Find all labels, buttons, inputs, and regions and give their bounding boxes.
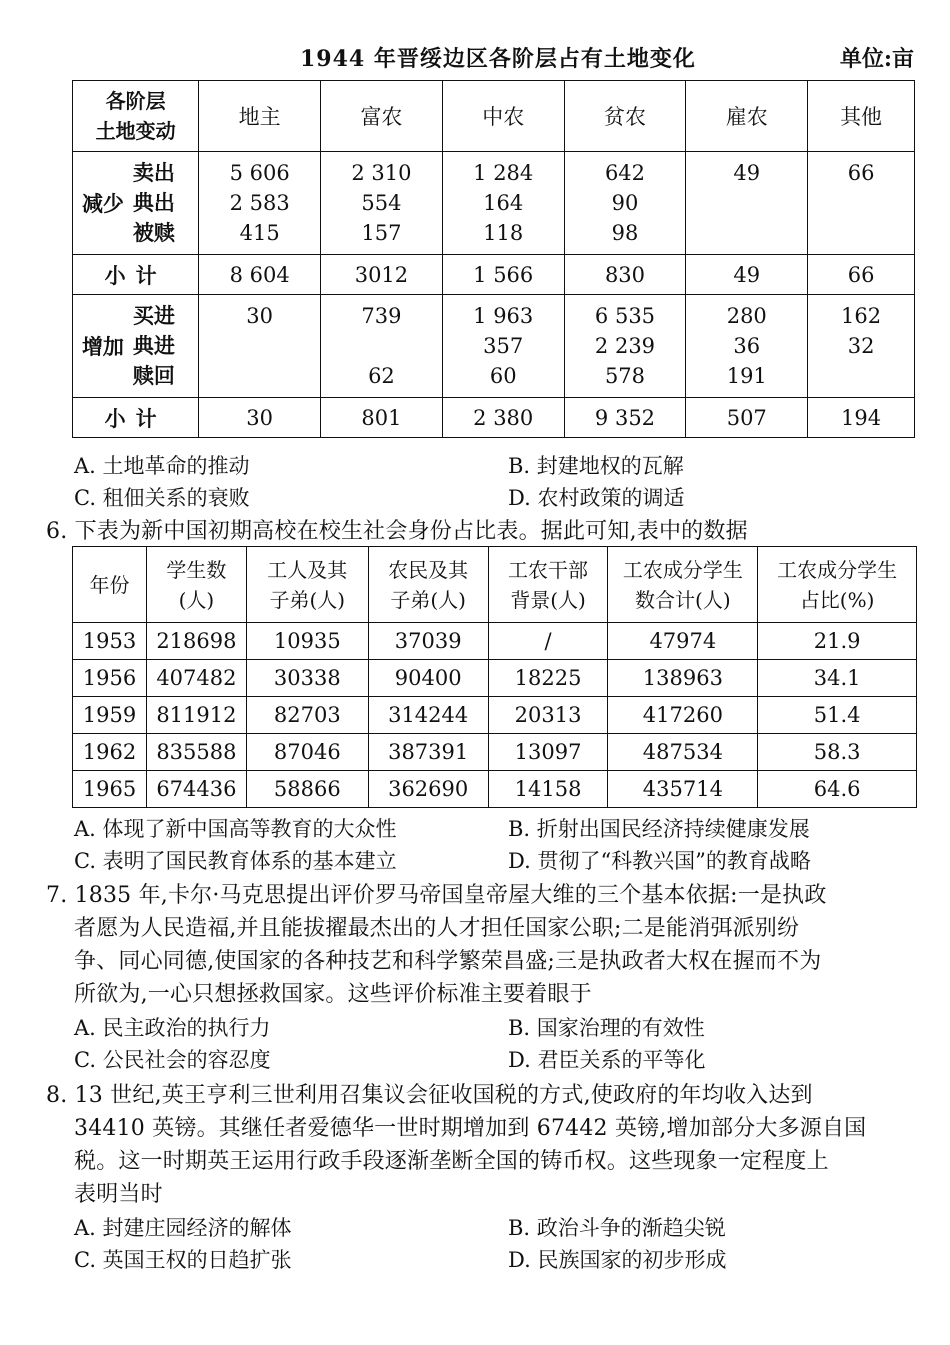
cell: 1965	[73, 771, 147, 808]
data-cell	[442, 152, 564, 255]
cell: 87046	[246, 734, 368, 771]
cell: 37039	[368, 623, 488, 660]
corner-label-bottom: 土地变动	[95, 119, 176, 143]
data-cell	[199, 152, 321, 255]
value: 66	[847, 161, 875, 185]
cell: 18225	[488, 660, 608, 697]
land-change-table	[72, 80, 915, 438]
cell: 362690	[368, 771, 488, 808]
table-row	[73, 623, 917, 660]
header-line: 工农成分学生	[777, 557, 898, 582]
cell: 64.6	[758, 771, 917, 808]
table-row	[73, 660, 917, 697]
value	[686, 218, 807, 248]
subtotal-cell: 49	[686, 255, 808, 295]
subtotal-cell: 2 380	[442, 398, 564, 438]
table1-title: 1944 年晋绥边区各阶层占有土地变化	[300, 46, 696, 72]
value: 739	[361, 304, 402, 328]
cell: 407482	[146, 660, 246, 697]
q8-line: 表明当时	[74, 1182, 163, 1207]
value: 357	[483, 334, 524, 358]
decrease-sub-labels	[133, 152, 199, 255]
increase-subtotal-row	[73, 398, 915, 438]
corner-label-top: 各阶层	[105, 89, 166, 113]
value	[808, 361, 914, 391]
q6-option-b[interactable]: B. 折射出国民经济持续健康发展	[508, 817, 810, 841]
data-cell	[686, 295, 808, 398]
data-cell	[564, 295, 686, 398]
q8-line: 34410 英镑。其继任者爱德华一世时期增加到 67442 英镑,增加部分大多源自国	[74, 1116, 867, 1141]
subtotal-cell: 194	[808, 398, 915, 438]
subtotal-cell: 9 352	[564, 398, 686, 438]
table-row	[73, 697, 917, 734]
col-header: 贫农	[564, 81, 686, 152]
q8-option-b[interactable]: B. 政治斗争的渐趋尖锐	[508, 1216, 726, 1240]
data-cell	[199, 295, 321, 398]
value	[199, 361, 320, 391]
cell: 314244	[368, 697, 488, 734]
data-cell	[808, 295, 915, 398]
table1-header	[0, 42, 950, 76]
value: 578	[604, 364, 646, 388]
value: 2 583	[229, 191, 290, 215]
header-line: 工农干部	[508, 557, 589, 582]
subtotal-cell: 30	[199, 398, 321, 438]
value: 2 310	[351, 161, 412, 185]
q5-option-d[interactable]: D. 农村政策的调适	[508, 486, 685, 510]
cell: 138963	[608, 660, 758, 697]
subtotal-label: 小计	[73, 398, 199, 438]
data-cell	[686, 152, 808, 255]
sub-label: 卖出	[132, 160, 175, 185]
header-line: 农民及其	[388, 557, 469, 582]
q8-line: 税。这一时期英王运用行政手段逐渐垄断全国的铸币权。这些现象一定程度上	[74, 1149, 829, 1174]
q8-option-c[interactable]: C. 英国王权的日趋扩张	[74, 1248, 292, 1272]
header-line: 背景(人)	[510, 587, 586, 612]
subtotal-cell: 66	[808, 255, 915, 295]
cell: 218698	[146, 623, 246, 660]
sub-label: 被赎	[132, 220, 175, 245]
data-cell	[321, 152, 443, 255]
col-header-year	[73, 547, 147, 623]
col-header	[368, 547, 488, 623]
cell: 387391	[368, 734, 488, 771]
subtotal-cell: 507	[686, 398, 808, 438]
value: 164	[483, 191, 524, 215]
sub-label: 买进	[132, 303, 175, 328]
decrease-subtotal-row	[73, 255, 915, 295]
increase-sub-labels	[133, 295, 199, 398]
q5-option-c[interactable]: C. 租佃关系的衰败	[74, 486, 250, 510]
value: 1 963	[473, 304, 534, 328]
cell: 811912	[146, 697, 246, 734]
data-cell	[564, 152, 686, 255]
header-line: (人)	[178, 587, 215, 612]
decrease-row	[73, 152, 915, 255]
sub-label: 赎回	[132, 363, 175, 388]
q8-line: 8. 13 世纪,英王亨利三世利用召集议会征收国税的方式,使政府的年均收入达到	[46, 1083, 813, 1108]
table1-header-row	[73, 81, 915, 152]
q7-line: 所欲为,一心只想拯救国家。这些评价标准主要着眼于	[74, 982, 592, 1007]
group-label-decrease: 减少	[73, 152, 133, 255]
cell: 487534	[608, 734, 758, 771]
cell: 34.1	[758, 660, 917, 697]
col-header	[758, 547, 917, 623]
value: 98	[611, 221, 639, 245]
cell: /	[488, 623, 608, 660]
q6-option-c[interactable]: C. 表明了国民教育体系的基本建立	[74, 849, 397, 873]
value: 118	[483, 221, 524, 245]
col-header: 雇农	[686, 81, 808, 152]
cell: 21.9	[758, 623, 917, 660]
q7-line: 争、同心同德,使国家的各种技艺和科学繁荣昌盛;三是执政者大权在握而不为	[74, 949, 822, 974]
value	[199, 331, 320, 361]
table2-header-row	[73, 547, 917, 623]
value: 162	[841, 304, 882, 328]
col-header	[246, 547, 368, 623]
header-line: 占比(%)	[799, 587, 875, 612]
header-line: 子弟(人)	[269, 587, 346, 612]
table-row	[73, 734, 917, 771]
student-identity-table	[72, 546, 917, 808]
subtotal-cell: 3012	[321, 255, 443, 295]
value: 62	[368, 364, 395, 388]
value: 90	[611, 191, 639, 215]
header-line: 学生数	[166, 557, 227, 582]
q6-stem: 6. 下表为新中国初期高校在校生社会身份占比表。据此可知,表中的数据	[46, 519, 748, 544]
cell: 1962	[73, 734, 147, 771]
q6-option-d[interactable]: D. 贯彻了“科教兴国”的教育战略	[508, 849, 811, 873]
header-line: 工人及其	[267, 557, 348, 582]
subtotal-cell: 801	[321, 398, 443, 438]
value: 60	[489, 364, 517, 388]
subtotal-cell: 1 566	[442, 255, 564, 295]
value: 415	[239, 221, 280, 245]
data-cell	[442, 295, 564, 398]
cell: 14158	[488, 771, 608, 808]
q5-option-a[interactable]: A. 土地革命的推动	[74, 454, 250, 478]
header-line: 工农成分学生	[622, 557, 743, 582]
sub-label: 典进	[132, 333, 175, 358]
data-cell	[808, 152, 915, 255]
col-header: 中农	[442, 81, 564, 152]
value: 6 535	[594, 304, 656, 328]
cell: 58.3	[758, 734, 917, 771]
sub-label: 典出	[132, 190, 175, 215]
col-header	[488, 547, 608, 623]
col-header: 富农	[321, 81, 443, 152]
cell: 674436	[146, 771, 246, 808]
col-header: 地主	[199, 81, 321, 152]
q7-option-b[interactable]: B. 国家治理的有效性	[508, 1016, 705, 1040]
cell: 20313	[488, 697, 608, 734]
table1-corner-cell	[73, 81, 199, 152]
q7-option-d[interactable]: D. 君臣关系的平等化	[508, 1048, 706, 1072]
value: 191	[726, 364, 767, 388]
q7-option-a[interactable]: A. 民主政治的执行力	[74, 1016, 271, 1040]
cell: 51.4	[758, 697, 917, 734]
increase-row	[73, 295, 915, 398]
col-header: 其他	[808, 81, 915, 152]
value: 1 284	[473, 161, 534, 185]
value: 49	[733, 161, 761, 185]
subtotal-label: 小计	[73, 255, 199, 295]
q7-option-c[interactable]: C. 公民社会的容忍度	[74, 1048, 271, 1072]
cell: 1956	[73, 660, 147, 697]
cell: 10935	[246, 623, 368, 660]
cell: 835588	[146, 734, 246, 771]
table1-unit: 单位:亩	[839, 46, 914, 72]
value: 32	[847, 334, 875, 358]
subtotal-cell: 8 604	[199, 255, 321, 295]
col-header	[608, 547, 758, 623]
value: 157	[361, 221, 402, 245]
subtotal-cell: 830	[564, 255, 686, 295]
cell: 13097	[488, 734, 608, 771]
header-line: 数合计(人)	[635, 587, 731, 612]
q6-option-a[interactable]: A. 体现了新中国高等教育的大众性	[74, 817, 397, 841]
cell: 30338	[246, 660, 368, 697]
value: 30	[246, 304, 274, 328]
value: 642	[604, 161, 646, 185]
value: 554	[361, 191, 402, 215]
q8-option-d[interactable]: D. 民族国家的初步形成	[508, 1248, 727, 1272]
value	[808, 188, 914, 218]
cell: 1959	[73, 697, 147, 734]
cell: 1953	[73, 623, 147, 660]
value	[686, 188, 807, 218]
value: 280	[726, 304, 767, 328]
value: 36	[733, 334, 761, 358]
cell: 58866	[246, 771, 368, 808]
col-header	[146, 547, 246, 623]
cell: 82703	[246, 697, 368, 734]
cell: 417260	[608, 697, 758, 734]
value	[321, 331, 442, 361]
header-line: 子弟(人)	[390, 587, 466, 612]
group-label-increase: 增加	[73, 295, 133, 398]
q7-line: 者愿为人民造福,并且能拔擢最杰出的人才担任国家公职;二是能消弭派别纷	[74, 916, 800, 941]
cell: 90400	[368, 660, 488, 697]
value: 5 606	[229, 161, 290, 185]
header-line: 年份	[89, 572, 130, 597]
cell: 47974	[608, 623, 758, 660]
table-row	[73, 771, 917, 808]
q7-line: 7. 1835 年,卡尔·马克思提出评价罗马帝国皇帝屋大维的三个基本依据:一是执政	[46, 883, 827, 908]
cell: 435714	[608, 771, 758, 808]
q5-option-b[interactable]: B. 封建地权的瓦解	[508, 454, 684, 478]
q8-option-a[interactable]: A. 封建庄园经济的解体	[74, 1216, 292, 1240]
value	[808, 218, 914, 248]
data-cell	[321, 295, 443, 398]
value: 2 239	[594, 334, 656, 358]
